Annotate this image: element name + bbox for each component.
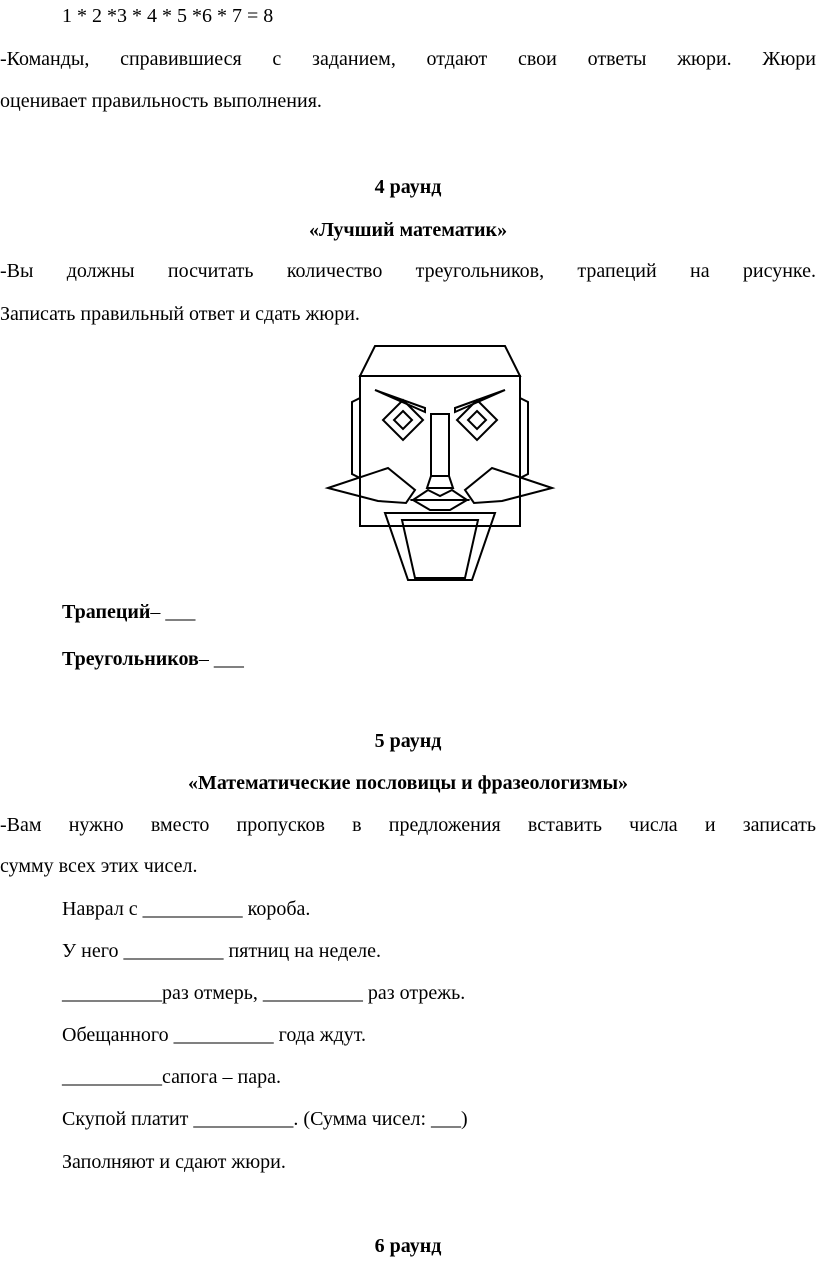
round6-heading: 6 раунд	[374, 1235, 442, 1257]
proverb-line: У него __________ пятниц на неделе.	[62, 940, 382, 962]
triangles-count-line	[62, 647, 244, 671]
triangles-label: Треугольников	[62, 648, 199, 670]
trapezoids-blank: – ___	[150, 601, 196, 623]
round3-text-line1: -Команды, справившиеся с заданием, отдают свои ответы жюри. Жюри	[0, 48, 816, 70]
round5-title: «Математические пословицы и фразеологизмы»	[187, 772, 629, 794]
round4-instruction-line2: Записать правильный ответ и сдать жюри.	[0, 303, 360, 325]
trapezoids-count-line	[62, 600, 195, 624]
proverb-line: Обещанного __________ года ждут.	[62, 1024, 367, 1046]
proverb-line: __________сапога – пара.	[62, 1066, 281, 1088]
proverb-line: Наврал с __________ короба.	[62, 898, 311, 920]
round5-instruction-line2: сумму всех этих чисел.	[0, 855, 198, 877]
round4-instruction-line1: -Вы должны посчитать количество треугольников, трапеций на рисунке.	[0, 260, 816, 282]
proverb-line: Скупой платит __________. (Сумма чисел: ___)	[62, 1108, 468, 1130]
round3-text-line2: оценивает правильность выполнения.	[0, 90, 322, 112]
round4-heading: 4 раунд	[374, 176, 442, 198]
triangles-blank: – ___	[198, 648, 244, 670]
equation-line: 1 * 2 *3 * 4 * 5 *6 * 7 = 8	[62, 5, 274, 27]
trapezoids-label: Трапеций	[62, 601, 151, 623]
round5-instruction-line1: -Вам нужно вместо пропусков в предложения вставить числа и записать	[0, 814, 816, 836]
round5-closing: Заполняют и сдают жюри.	[62, 1151, 286, 1173]
proverb-line: __________раз отмерь, __________ раз отрежь.	[62, 982, 466, 1004]
round4-title: «Лучший математик»	[308, 219, 508, 241]
geometric-face-icon	[320, 338, 560, 588]
round5-heading: 5 раунд	[374, 730, 442, 752]
